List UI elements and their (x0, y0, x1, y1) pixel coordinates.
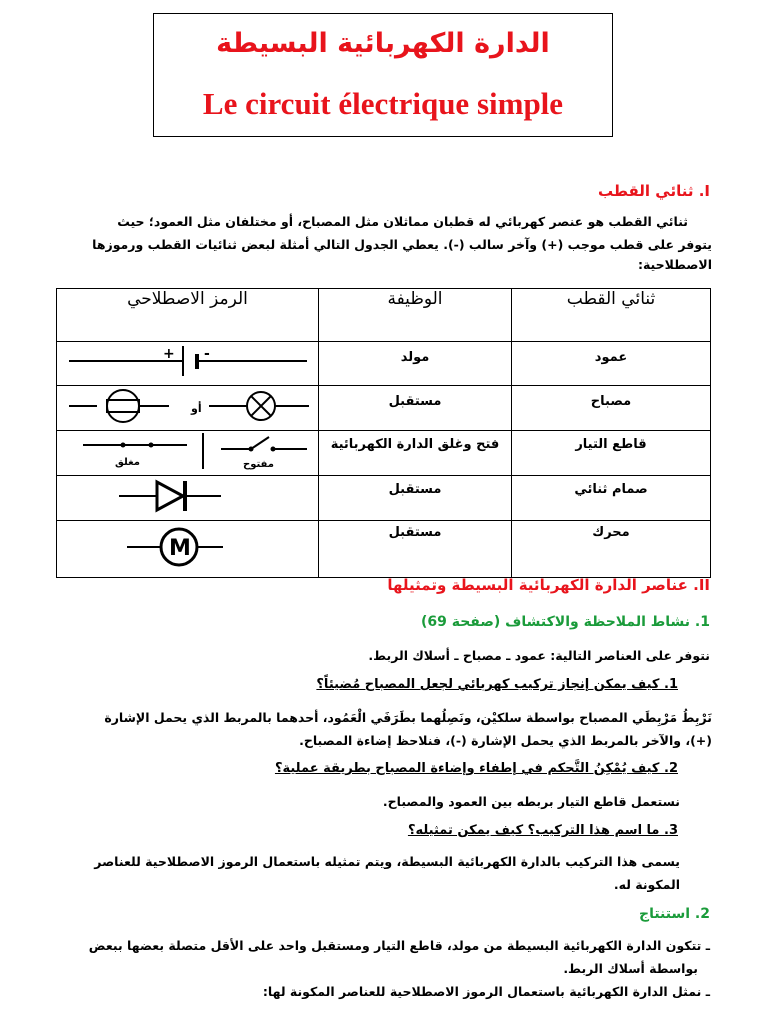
plus-label: + (163, 346, 175, 362)
question-3: 3. ما اسم هذا التركيب؟ كيف يمكن تمثيله؟ (407, 823, 678, 838)
switch-symbol (57, 431, 319, 471)
dipole-cell: مصباح (512, 386, 711, 431)
conclusion-1 (46, 934, 710, 980)
answer-line: نَرْبِطُ مَرْبِطَي المصباح بواسطة سلكيْن، ونَصِلُهما بطَرَفَي الْعَمُود، أحدهما بالمربط الذي يحمل الإشارة (104, 710, 712, 725)
conclusion-2: ـ نمثل الدارة الكهربائية باستعمال الرموز الاصطلاحية للعناصر المكونة لها: (262, 984, 710, 999)
open-label: مفتوح (243, 459, 274, 470)
section1-paragraph (48, 210, 712, 274)
section1-line: الاصطلاحية: (637, 257, 712, 272)
conclusion-line: بواسطة أسلاك الربط. (563, 961, 698, 976)
motor-symbol-cell (57, 521, 319, 578)
subsection-observation: 1. نشاط الملاحظة والاكتشاف (صفحة 69) (420, 614, 710, 630)
title-arabic: الدارة الكهربائية البسيطة (216, 28, 550, 59)
header-symbol: الرمز الاصطلاحي (57, 289, 319, 342)
subsection-conclusion: 2. استنتاج (639, 906, 710, 922)
battery-symbol-cell (57, 342, 319, 386)
diode-symbol (57, 476, 319, 516)
section1-line: يتوفر على قطب موجب (+) وآخر سالب (-). يعطي الجدول التالي أمثلة لبعض ثنائيات القطب ورموزها (92, 237, 712, 252)
question-1: 1. كيف يمكن إنجاز تركيب كهربائي لجعل المصباح مُضيئاً؟ (316, 677, 678, 692)
table-row (57, 386, 711, 431)
answer-2: نستعمل قاطع التيار بربطه بين العمود والمصباح. (382, 794, 680, 809)
answer-1 (52, 706, 712, 752)
dipole-cell: عمود (512, 342, 711, 386)
or-label: أو (191, 402, 202, 415)
answer-3 (50, 850, 680, 896)
function-cell: مستقبل (319, 386, 512, 431)
section1-line: ثنائي القطب هو عنصر كهربائي له قطبان مماثلان مثل المصباح، أو مختلفان مثل العمود؛ حيث (117, 214, 688, 229)
function-cell: مولد (319, 342, 512, 386)
section1-heading: I. ثنائي القطب (598, 182, 710, 200)
switch-symbol-cell (57, 431, 319, 476)
minus-label: - (204, 346, 210, 362)
table-row (57, 431, 711, 476)
table-row (57, 342, 711, 386)
intro-text: نتوفر على العناصر التالية: عمود ـ مصباح ـ أسلاك الربط. (368, 648, 710, 663)
header-function: الوظيفة (319, 289, 512, 342)
answer-line: المكونة له. (613, 877, 680, 892)
table-header-row (57, 289, 711, 342)
motor-letter: M (169, 536, 191, 561)
table-row (57, 521, 711, 578)
dipole-table (56, 288, 711, 578)
closed-label: مغلق (115, 457, 140, 468)
question-2: 2. كيف يُمْكِنُ التَّحكم في إطفاء وإضاءة المصباح بطريقة عملية؟ (274, 761, 678, 776)
dipole-cell: صمام ثنائي (512, 476, 711, 521)
conclusion-line: ـ تتكون الدارة الكهربائية البسيطة من مولد، قاطع التيار ومستقبل واحد على الأقل متصلة بعضها ببعض (88, 938, 710, 953)
dipole-cell: قاطع التيار (512, 431, 711, 476)
diode-symbol-cell (57, 476, 319, 521)
answer-line: (+)، والآخر بالمربط الذي يحمل الإشارة (-)، فنلاحظ إضاءة المصباح. (299, 733, 712, 748)
battery-symbol (57, 342, 319, 381)
header-dipole: ثنائي القطب (512, 289, 711, 342)
lamp-symbol (57, 386, 319, 426)
title-french: Le circuit électrique simple (202, 86, 564, 121)
function-cell: فتح وغلق الدارة الكهربائية (319, 431, 512, 476)
lamp-symbol-cell (57, 386, 319, 431)
table-row (57, 476, 711, 521)
function-cell: مستقبل (319, 521, 512, 578)
motor-symbol (57, 521, 319, 573)
section2-heading: II. عناصر الدارة الكهربائية البسيطة وتمثيلها (387, 576, 710, 594)
function-cell: مستقبل (319, 476, 512, 521)
dipole-cell: محرك (512, 521, 711, 578)
title-box (153, 13, 613, 137)
answer-line: يسمى هذا التركيب بالدارة الكهربائية البسيطة، ويتم تمثيله باستعمال الرموز الاصطلاحية للعناصر (94, 854, 680, 869)
